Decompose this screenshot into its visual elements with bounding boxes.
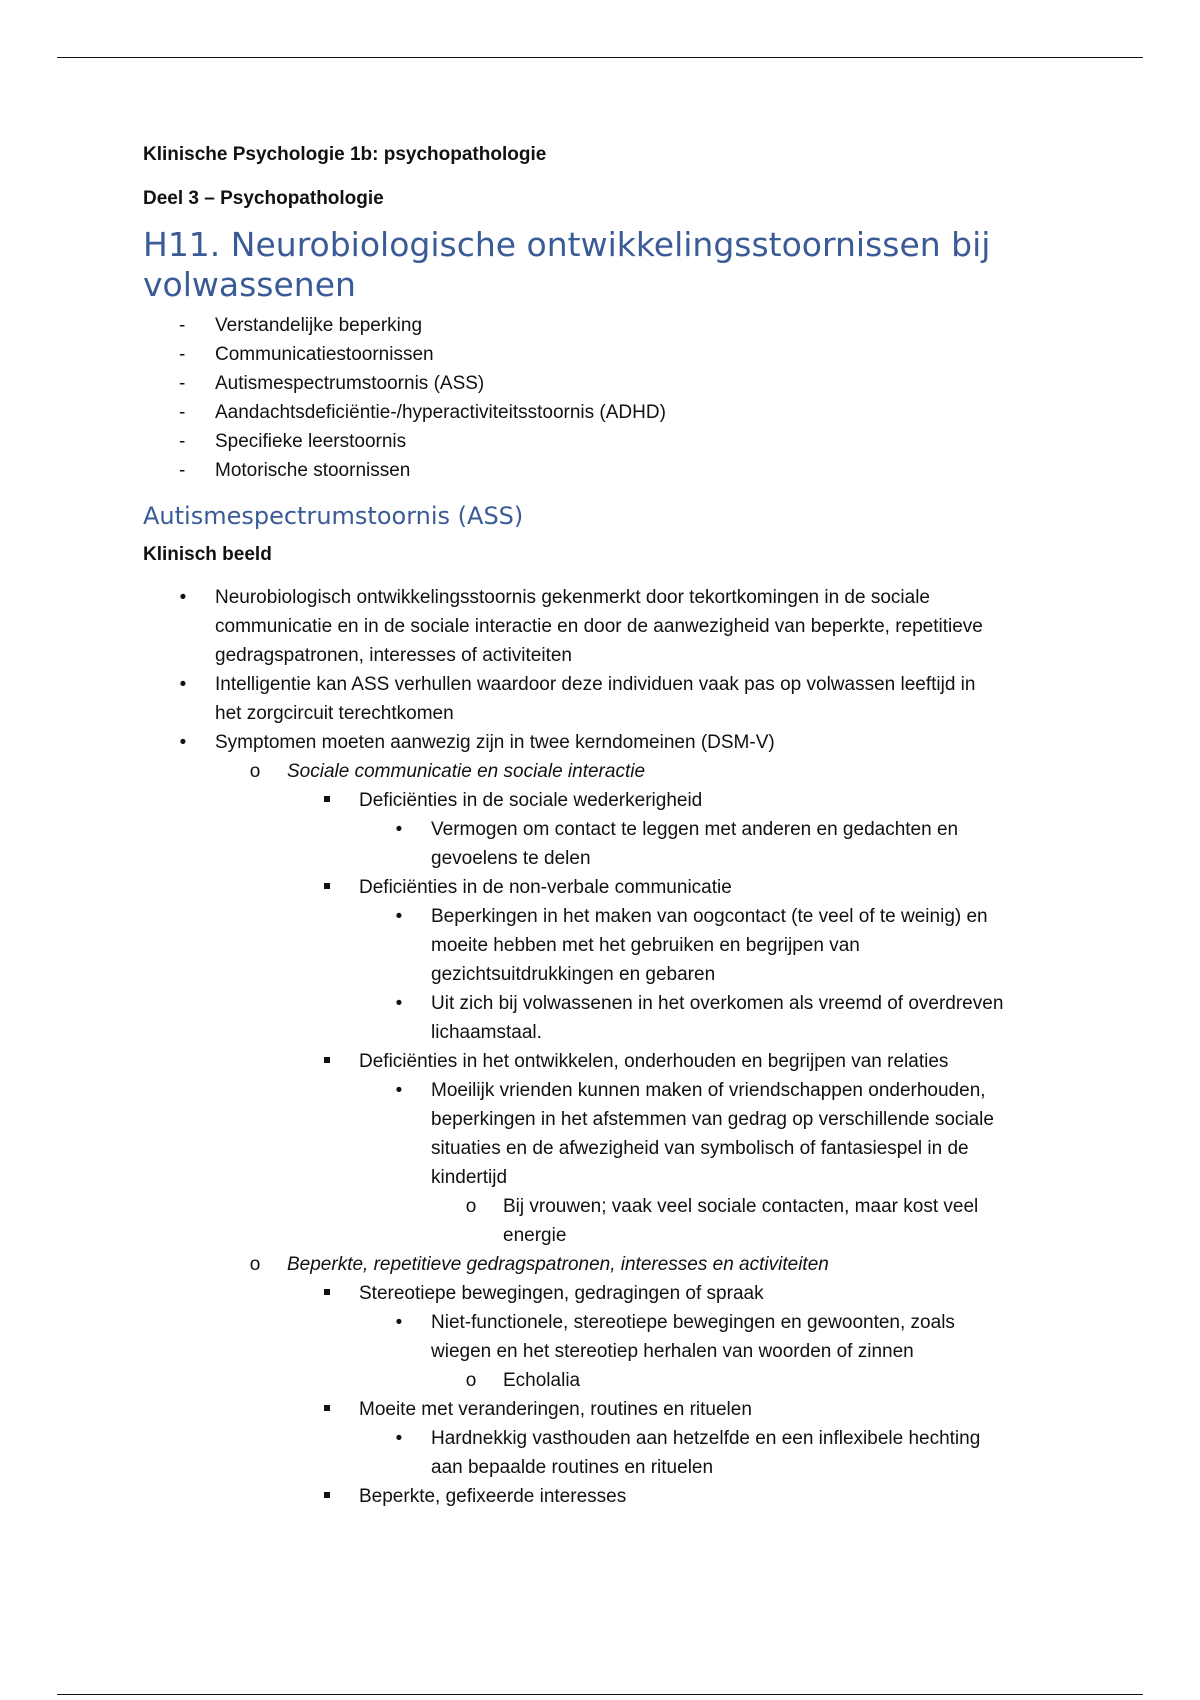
list-item: o Bij vrouwen; vaak veel sociale contacten, maar kost veel energie — [143, 1192, 1063, 1250]
chapter-heading-line1: H11. Neurobiologische ontwikkelingsstoornissen bij — [143, 225, 991, 264]
clinical-picture-list — [143, 583, 1063, 1511]
list-item: - Motorische stoornissen — [143, 456, 1063, 485]
square-marker — [317, 1279, 337, 1308]
list-item: Deficiënties in het ontwikkelen, onderhouden en begrijpen van relaties — [143, 1047, 1063, 1076]
list-item: - Aandachtsdeficiëntie-/hyperactiviteitsstoornis (ADHD) — [143, 398, 1063, 427]
square-marker — [317, 1047, 337, 1076]
list-item: • Niet-functionele, stereotiepe bewegingen en gewoonten, zoals wiegen en het stereotiep herhalen van woorden of zinnen — [143, 1308, 1063, 1366]
section-heading: Autismespectrumstoornis (ASS) — [143, 502, 524, 530]
list-item: o Echolalia — [143, 1366, 1063, 1395]
list-item: • Symptomen moeten aanwezig zijn in twee kerndomeinen (DSM-V) — [143, 728, 1063, 757]
list-item: • Uit zich bij volwassenen in het overkomen als vreemd of overdreven lichaamstaal. — [143, 989, 1063, 1047]
dash-marker: - — [179, 315, 186, 336]
footer-rule — [57, 1694, 1143, 1695]
list-item: • Vermogen om contact te leggen met anderen en gedachten en gevoelens te delen — [143, 815, 1063, 873]
overview-list — [143, 311, 1063, 485]
dash-marker: - — [179, 344, 186, 365]
list-item: Moeite met veranderingen, routines en rituelen — [143, 1395, 1063, 1424]
document-body — [143, 143, 1063, 1511]
list-item: - Communicatiestoornissen — [143, 340, 1063, 369]
list-item: Deficiënties in de sociale wederkerigheid — [143, 786, 1063, 815]
list-item: Deficiënties in de non-verbale communicatie — [143, 873, 1063, 902]
course-title: Klinische Psychologie 1b: psychopathologie — [143, 144, 547, 165]
bullet-marker: • — [395, 906, 403, 927]
bullet-marker: • — [395, 993, 403, 1014]
bullet-marker: • — [179, 732, 187, 753]
header-rule — [57, 57, 1143, 58]
bullet-marker: • — [179, 674, 187, 695]
circle-marker: o — [249, 1254, 261, 1275]
list-item: - Autismespectrumstoornis (ASS) — [143, 369, 1063, 398]
bullet-marker: • — [395, 1080, 403, 1101]
list-item: o Beperkte, repetitieve gedragspatronen, interesses en activiteiten — [143, 1250, 1063, 1279]
list-item: • Moeilijk vrienden kunnen maken of vriendschappen onderhouden, beperkingen in het afstemmen van gedrag op verschillende sociale situaties en de afwezigheid van symbolisch of fantasiespel in de kindertijd — [143, 1076, 1063, 1192]
circle-marker: o — [465, 1370, 477, 1391]
bullet-marker: • — [395, 1312, 403, 1333]
square-marker — [317, 1482, 337, 1511]
circle-marker: o — [465, 1196, 477, 1217]
dash-marker: - — [179, 402, 186, 423]
dash-marker: - — [179, 460, 186, 481]
bullet-marker: • — [179, 587, 187, 608]
dash-marker: - — [179, 431, 186, 452]
dash-marker: - — [179, 373, 186, 394]
bullet-marker: • — [395, 819, 403, 840]
list-item: • Hardnekkig vasthouden aan hetzelfde en een inflexibele hechting aan bepaalde routines en rituelen — [143, 1424, 1063, 1482]
square-marker — [317, 873, 337, 902]
square-marker — [317, 1395, 337, 1424]
list-item: - Verstandelijke beperking — [143, 311, 1063, 340]
list-item: - Specifieke leerstoornis — [143, 427, 1063, 456]
circle-marker: o — [249, 761, 261, 782]
list-item: Stereotiepe bewegingen, gedragingen of spraak — [143, 1279, 1063, 1308]
part-title: Deel 3 – Psychopathologie — [143, 188, 384, 209]
list-item: • Neurobiologisch ontwikkelingsstoornis gekenmerkt door tekortkomingen in de sociale communicatie en in de sociale interactie en door de aanwezigheid van beperkte, repetitieve gedragspatronen, interesses of activiteiten — [143, 583, 1063, 670]
square-marker — [317, 786, 337, 815]
bullet-marker: • — [395, 1428, 403, 1449]
list-item: Beperkte, gefixeerde interesses — [143, 1482, 1063, 1511]
list-item: • Beperkingen in het maken van oogcontact (te veel of te weinig) en moeite hebben met het gebruiken en begrijpen van gezichtsuitdrukkingen en gebaren — [143, 902, 1063, 989]
chapter-heading-line2: volwassenen — [143, 265, 356, 304]
chapter-heading — [143, 225, 1063, 305]
list-item: o Sociale communicatie en sociale interactie — [143, 757, 1063, 786]
subsection-heading: Klinisch beeld — [143, 544, 272, 565]
list-item: • Intelligentie kan ASS verhullen waardoor deze individuen vaak pas op volwassen leeftijd in het zorgcircuit terechtkomen — [143, 670, 1063, 728]
